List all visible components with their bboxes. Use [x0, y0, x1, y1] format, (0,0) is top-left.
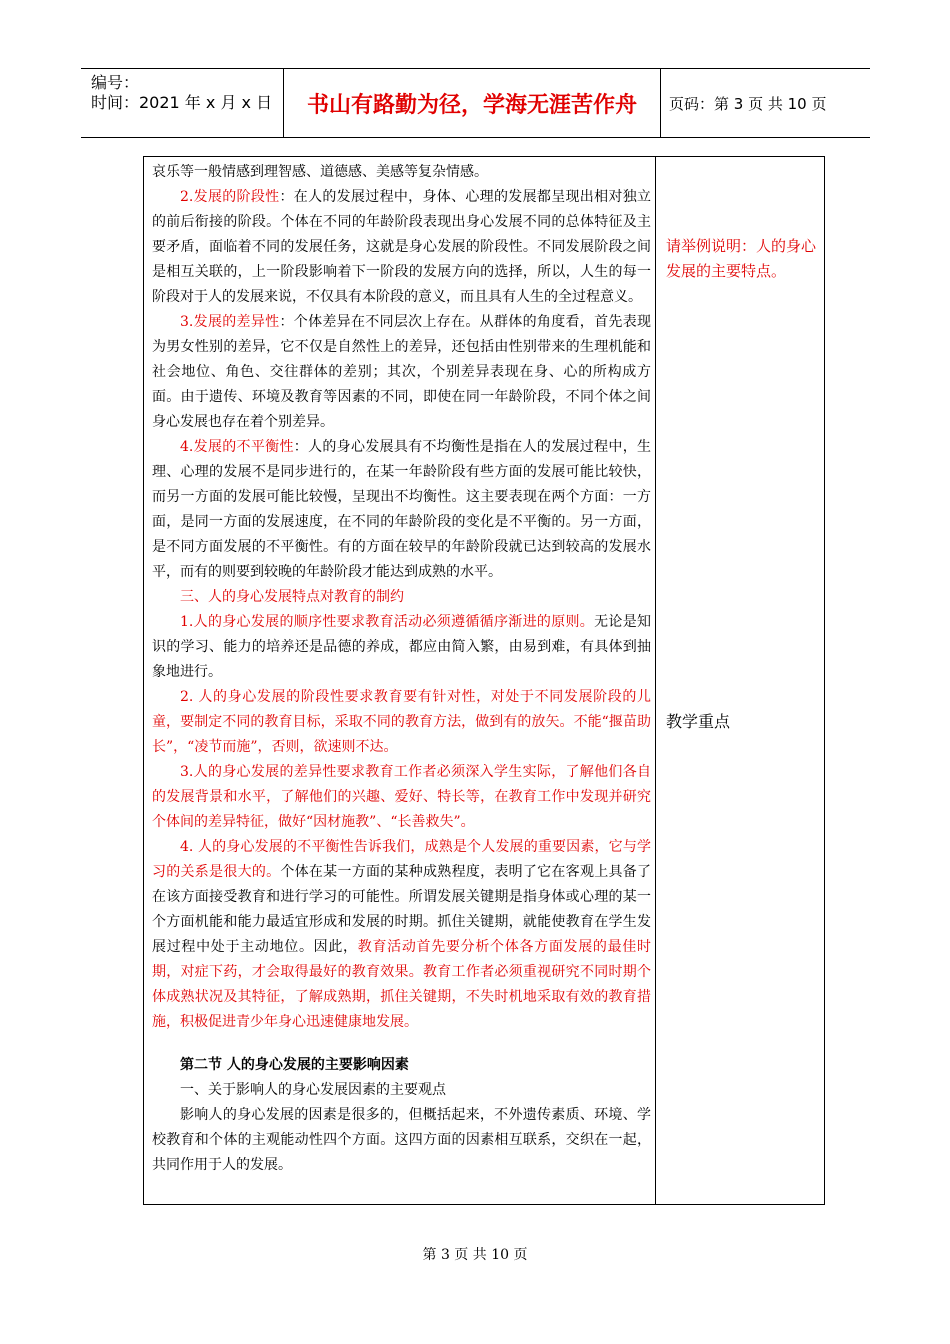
main-content-column [144, 157, 656, 1204]
time-label: 时间：2021 年 x 月 x 日 [91, 93, 273, 112]
header-motto: 书山有路勤为径，学海无涯苦作舟 [284, 69, 661, 137]
paragraph-stage: 2.发展的阶段性：在人的发展过程中，身体、心理的发展都呈现出相对独立的前后衔接的阶段。个体在不同的年龄阶段表现出身心发展不同的总体特征及主要矛盾，面临着不同的发展任务，这就是身心发展的阶段性。不同发展阶段之间是相互关联的，上一阶段影响着下一阶段的发展方向的选择，所以，人生的每一阶段对于人的发展来说，不仅具有本阶段的意义，而且具有人生的全过程意义。 [152, 189, 651, 305]
paragraph: 哀乐等一般情感到理智感、道德感、美感等复杂情感。 [152, 164, 488, 180]
paragraph-title: 4.发展的不平衡性 [180, 439, 294, 455]
key-point-label: 教学重点 [666, 712, 731, 731]
paragraph-difference: 3.发展的差异性：个体差异在不同层次上存在。从群体的角度看，首先表现为男女性别的差异，它不仅是自然性上的差异，还包括由性别带来的生理机能和社会地位、角色、交往群体的差别；其次，个别差异表现在身、心的所构成方面。由于遗传、环境及教育等因素的不同，即使在同一年龄阶段，不同个体之间身心发展也存在着个别差异。 [152, 314, 651, 430]
paragraph-imbalance: 4.发展的不平衡性：人的身心发展具有不均衡性是指在人的发展过程中，生理、心理的发展不是同步进行的，在某一年龄阶段有些方面的发展可能比较快，而另一方面的发展可能比较慢，呈现出不均衡性。这主要表现在两个方面：一方面，是同一方面的发展速度，在不同的年龄阶段的变化是不平衡的。另一方面，是不同方面发展的不平衡性。有的方面在较早的年龄阶段就已达到较高的发展水平，而有的则要到较晚的年龄阶段才能达到成熟的水平。 [152, 439, 652, 580]
sub-heading: 一、关于影响人的身心发展因素的主要观点 [180, 1082, 446, 1098]
header-page-label: 页码：第 3 页 共 10 页 [669, 94, 827, 113]
content-table [143, 156, 825, 1205]
page-header [81, 68, 870, 138]
paragraph-imbalance-edu: 4. 人的身心发展的不平衡性告诉我们，成熟是个人发展的重要因素，它与学习的关系是很大的。个体在某一方面的某种成熟程度，表明了它在客观上具备了在该方面接受教育和进行学习的可能性。所谓发展关键期是指身体或心理的某一个方面机能和能力最适宜形成和发展的时期。抓住关键期，就能使教育在学生发展过程中处于主动地位。因此，教育活动首先要分析个体各方面发展的最佳时期，对症下药，才会取得最好的教育效果。教育工作者必须重视研究不同时期个体成熟状况及其特征，了解成熟期，抓住关键期，不失时机地采取有效的教育措施，积极促进青少年身心迅速健康地发展。 [152, 839, 652, 1030]
paragraph: 影响人的身心发展的因素是很多的，但概括起来，不外遗传素质、环境、学校教育和个体的主观能动性四个方面。这四方面的因素相互联系，交织在一起，共同作用于人的发展。 [152, 1107, 651, 1173]
side-notes-column [656, 157, 824, 1204]
paragraph-difference-edu: 3.人的身心发展的差异性要求教育工作者必须深入学生实际，了解他们各自的发展背景和水平，了解他们的兴趣、爱好、特长等，在教育工作中发现并研究个体间的差异特征，做好“因材施教”、“长善救失”。 [152, 764, 651, 830]
section-heading: 三、人的身心发展特点对教育的制约 [180, 589, 404, 605]
side-note: 请举例说明：人的身心发展的主要特点。 [666, 237, 817, 280]
page-footer: 第 3 页 共 10 页 [422, 1247, 528, 1263]
paragraph-title: 3.发展的差异性 [180, 314, 280, 330]
paragraph-stage-edu: 2. 人的身心发展的阶段性要求教育要有针对性，对处于不同发展阶段的儿童，要制定不同的教育目标，采取不同的教育方法，做到有的放矢。不能“揠苗助长”，“凌节而施”，否则，欲速则不达。 [152, 689, 651, 755]
paragraph-sequence: 1.人的身心发展的顺序性要求教育活动必须遵循循序渐进的原则。无论是知识的学习、能力的培养还是品德的养成，都应由简入繁，由易到难，有具体到抽象地进行。 [152, 614, 651, 680]
chapter-heading: 第二节 人的身心发展的主要影响因素 [180, 1057, 409, 1073]
header-meta [81, 69, 284, 137]
number-label: 编号： [91, 73, 140, 92]
paragraph-title: 2.发展的阶段性 [180, 189, 280, 205]
